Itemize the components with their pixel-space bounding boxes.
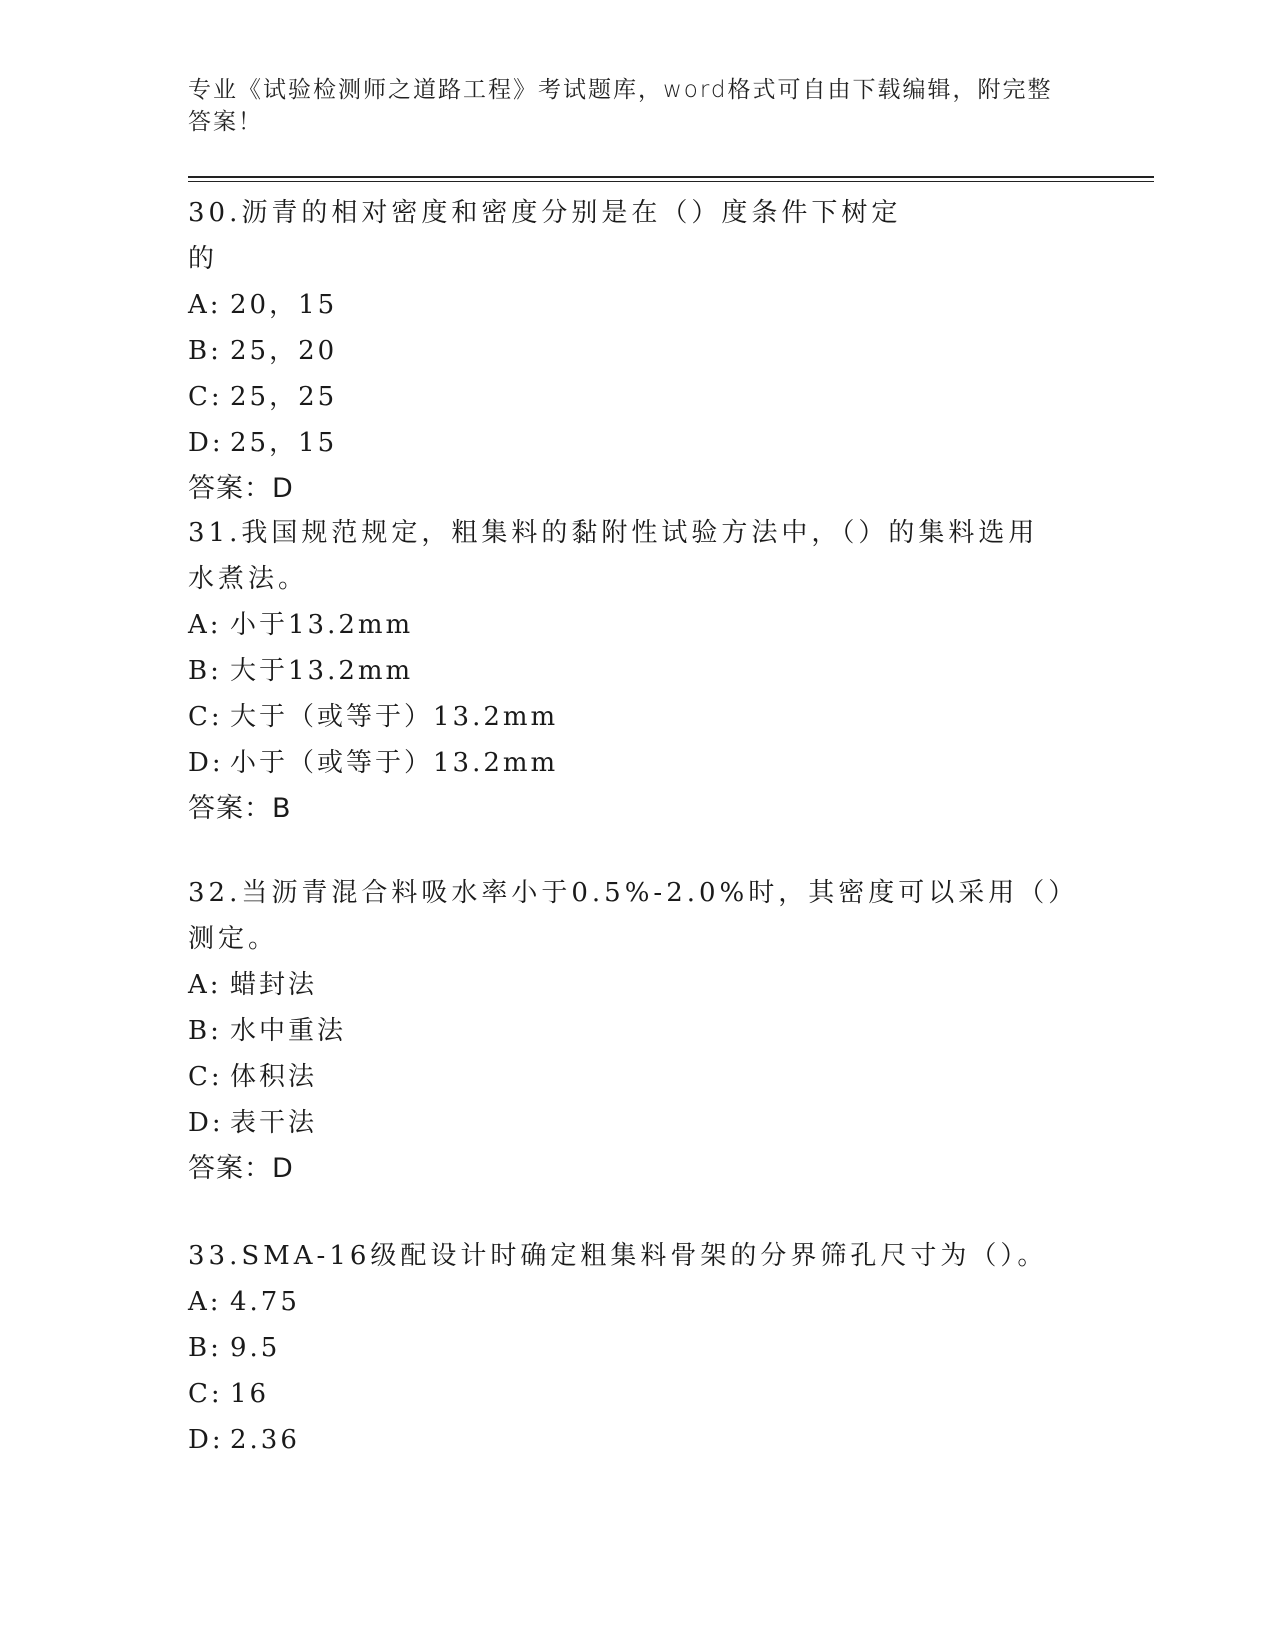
option-label: C: xyxy=(188,702,223,732)
option-text: 9.5 xyxy=(230,1333,281,1363)
option-text: 2.36 xyxy=(230,1425,300,1455)
answer: 答案：D xyxy=(188,473,294,504)
option-a xyxy=(188,962,1068,1008)
option-label: A: xyxy=(188,970,222,1000)
option-label: B: xyxy=(188,336,222,366)
question-33 xyxy=(188,1233,1088,1463)
option-label: B: xyxy=(188,656,222,686)
option-text: 水中重法 xyxy=(230,1016,347,1046)
option-label: B: xyxy=(188,1016,222,1046)
question-stem: 33.SMA-16级配设计时确定粗集料骨架的分界筛孔尺寸为（）。 xyxy=(188,1241,1048,1271)
option-text: 25，15 xyxy=(230,428,338,458)
option-d xyxy=(188,740,1068,786)
question-30 xyxy=(188,190,908,512)
option-text: 蜡封法 xyxy=(230,970,318,1000)
option-c xyxy=(188,694,1068,740)
document-header: 专业《试验检测师之道路工程》考试题库，word格式可自由下载编辑，附完整答案！ xyxy=(188,77,1053,135)
option-text: 16 xyxy=(230,1379,270,1409)
option-label: C: xyxy=(188,382,223,412)
option-b xyxy=(188,1325,1088,1371)
option-label: D: xyxy=(188,1425,224,1455)
option-b xyxy=(188,648,1068,694)
option-text: 大于13.2mm xyxy=(230,656,414,686)
option-text: 体积法 xyxy=(230,1062,318,1092)
header-rule-thick xyxy=(188,176,1154,178)
question-stem: 31.我国规范规定，粗集料的黏附性试验方法中，（）的集料选用水煮法。 xyxy=(188,518,1039,594)
answer: 答案：D xyxy=(188,1153,294,1184)
option-c xyxy=(188,1054,1068,1100)
option-text: 大于（或等于）13.2mm xyxy=(230,702,559,732)
option-b xyxy=(188,1008,1068,1054)
option-label: B: xyxy=(188,1333,222,1363)
option-d xyxy=(188,1417,1088,1463)
header-rule-thin xyxy=(188,181,1154,182)
option-text: 4.75 xyxy=(230,1287,300,1317)
option-c xyxy=(188,1371,1088,1417)
option-text: 25，20 xyxy=(230,336,338,366)
option-c xyxy=(188,374,908,420)
option-d xyxy=(188,420,908,466)
option-a xyxy=(188,602,1068,648)
option-text: 小于（或等于）13.2mm xyxy=(230,748,559,778)
option-b xyxy=(188,328,908,374)
answer: 答案：B xyxy=(188,793,292,824)
option-a xyxy=(188,1279,1088,1325)
option-label: A: xyxy=(188,610,222,640)
option-a xyxy=(188,282,908,328)
option-text: 小于13.2mm xyxy=(230,610,414,640)
option-text: 表干法 xyxy=(230,1108,318,1138)
option-label: D: xyxy=(188,748,224,778)
option-label: C: xyxy=(188,1062,223,1092)
option-label: A: xyxy=(188,1287,222,1317)
question-32 xyxy=(188,870,1068,1192)
option-label: A: xyxy=(188,290,222,320)
question-stem: 30.沥青的相对密度和密度分别是在（）度条件下树定的 xyxy=(188,198,902,274)
option-text: 25，25 xyxy=(230,382,338,412)
option-text: 20，15 xyxy=(230,290,338,320)
option-d xyxy=(188,1100,1068,1146)
option-label: D: xyxy=(188,428,224,458)
question-31 xyxy=(188,510,1068,832)
question-stem: 32.当沥青混合料吸水率小于0.5%-2.0%时，其密度可以采用（）测定。 xyxy=(188,878,1066,954)
option-label: D: xyxy=(188,1108,224,1138)
option-label: C: xyxy=(188,1379,223,1409)
